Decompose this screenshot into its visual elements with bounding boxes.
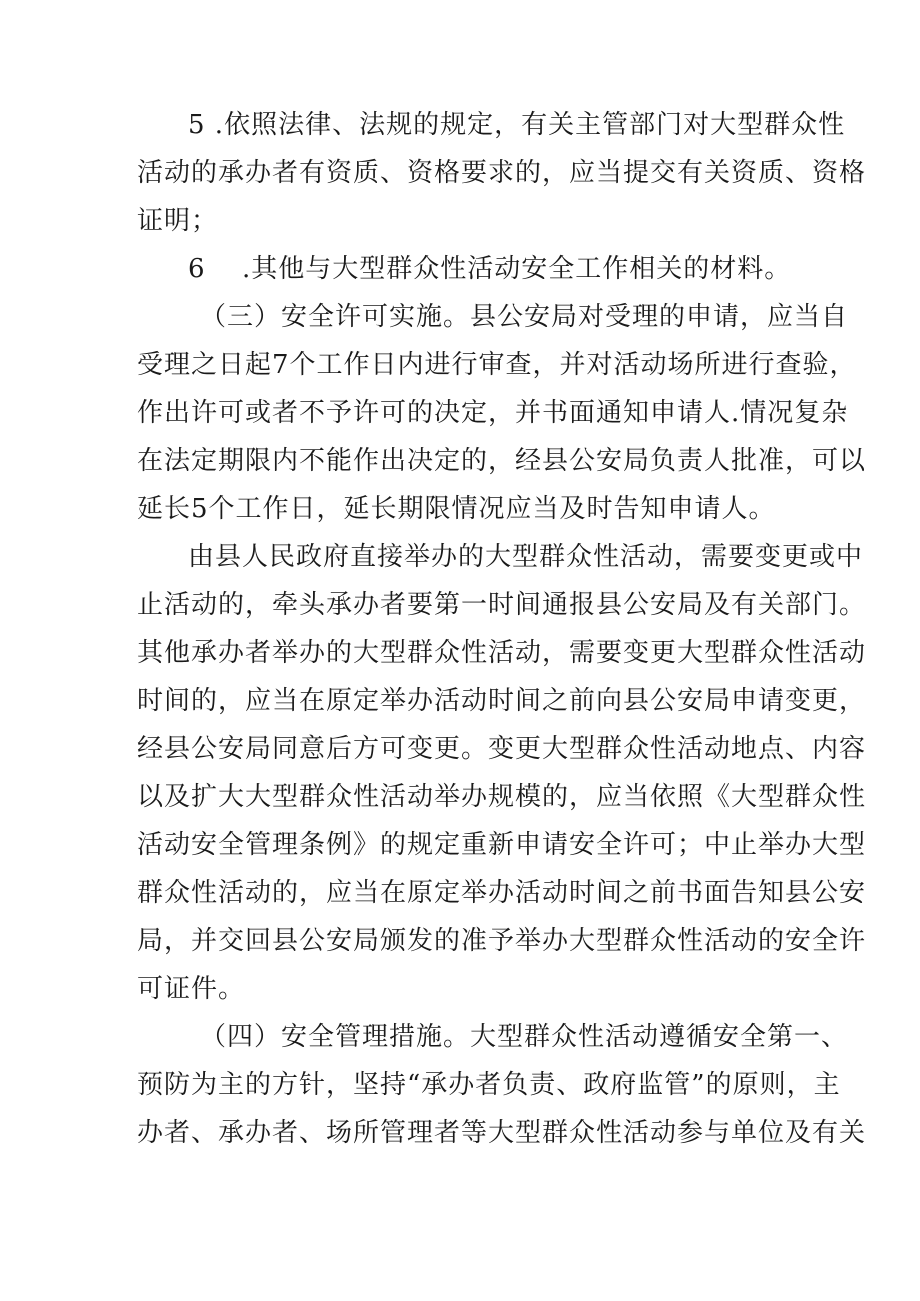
text-line: 活动安全管理条例》的规定重新申请安全许可；中止举办大型 (137, 830, 867, 860)
text-line: 办者、承办者、场所管理者等大型群众性活动参与单位及有关 (137, 1118, 867, 1148)
text-line: 活动的承办者有资质、资格要求的，应当提交有关资质、资格 (137, 158, 867, 188)
text-line: 延长5个工作日，延长期限情况应当及时告知申请人。 (137, 494, 776, 524)
text-line: 其他承办者举办的大型群众性活动，需要变更大型群众性活动 (137, 638, 867, 668)
section-heading-line: （三）安全许可实施。县公安局对受理的申请，应当自 (200, 302, 849, 332)
section-heading-line: （四）安全管理措施。大型群众性活动遵循安全第一、 (200, 1022, 849, 1052)
text-line: 可证件。 (137, 974, 246, 1004)
list-number: 6 (188, 254, 205, 284)
text-line: 作出许可或者不予许可的决定，并书面通知申请人.情况复杂 (137, 398, 849, 428)
text-line: 证明； (137, 206, 219, 236)
text-line: 在法定期限内不能作出决定的，经县公安局负责人批准，可以 (137, 446, 867, 476)
text-line: 局，并交回县公安局颁发的准予举办大型群众性活动的安全许 (137, 926, 867, 956)
text-line: 群众性活动的，应当在原定举办活动时间之前书面告知县公安 (137, 878, 867, 908)
text-line: 预防为主的方针，坚持“承办者负责、政府监管”的原则，主 (137, 1070, 841, 1100)
text-line: 5 .依照法律、法规的规定，有关主管部门对大型群众性 (188, 110, 846, 140)
text-line: 由县人民政府直接举办的大型群众性活动，需要变更或中 (188, 542, 864, 572)
text-line: 止活动的，牵头承办者要第一时间通报县公安局及有关部门。 (137, 590, 867, 620)
text-line: 受理之日起7个工作日内进行审查，并对活动场所进行查验， (137, 350, 857, 380)
text-line: .其他与大型群众性活动安全工作相关的材料。 (242, 254, 792, 284)
text-line: 以及扩大大型群众性活动举办规模的，应当依照《大型群众性 (137, 782, 867, 812)
text-line: 经县公安局同意后方可变更。变更大型群众性活动地点、内容 (137, 734, 867, 764)
text-line: 时间的，应当在原定举办活动时间之前向县公安局申请变更， (137, 686, 867, 716)
